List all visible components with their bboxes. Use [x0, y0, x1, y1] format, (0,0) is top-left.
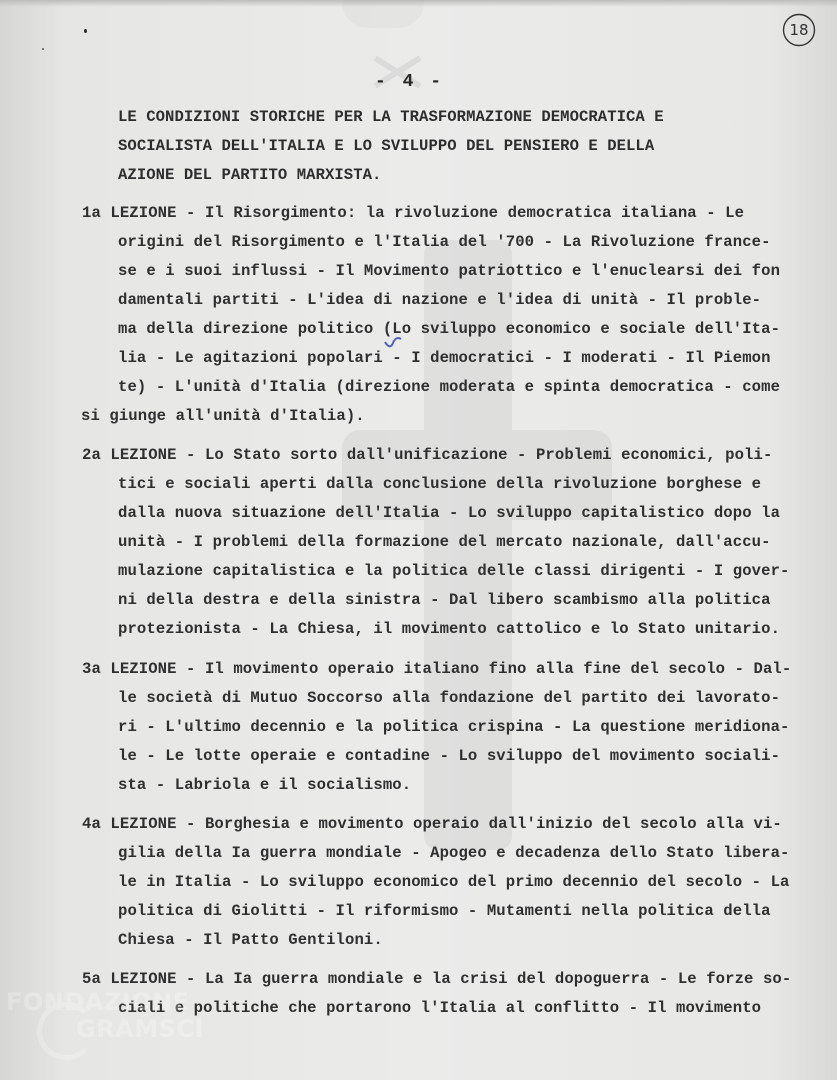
lesson-2-line-3: dalla nuova situazione dell'Italia - Lo sviluppo capitalistico dopo la — [118, 504, 781, 522]
lesson-4-line-4: politica di Giolitti - Il riformismo - Mutamenti nella politica della — [118, 902, 771, 920]
lesson-4-line-1: 4a LEZIONE - Borghesia e movimento operaio dall'inizio del secolo alla vi- — [82, 815, 782, 833]
lesson-4-line-3: le in Italia - Lo sviluppo economico del primo decennio del secolo - La — [118, 873, 790, 891]
lesson-1-line-2: origini del Risorgimento e l'Italia del '700 - La Rivoluzione france- — [118, 233, 771, 251]
watermark-line-1: FONDAZIONE — [6, 988, 190, 1016]
lesson-2-line-6: ni della destra e della sinistra - Dal libero scambismo alla politica — [118, 591, 771, 609]
lesson-2-line-1: 2a LEZIONE - Lo Stato sorto dall'unificazione - Problemi economici, poli- — [82, 446, 773, 464]
lesson-2-line-2: tici e sociali aperti dalla conclusione della rivoluzione borghese e — [118, 475, 762, 493]
blue-pen-mark — [383, 334, 403, 352]
lesson-1-line-5: ma della direzione politico (Lo sviluppo economico e sociale dell'Ita- — [118, 320, 781, 338]
ink-speck — [84, 29, 87, 33]
lesson-4-line-5: Chiesa - Il Patto Gentiloni. — [118, 931, 383, 949]
lesson-2-line-7: protezionista - La Chiesa, il movimento cattolico e lo Stato unitario. — [118, 620, 781, 638]
lesson-1-line-8: si giunge all'unità d'Italia). — [81, 407, 365, 425]
lesson-2-line-5: mulazione capitalistica e la politica delle classi dirigenti - I gover- — [118, 562, 790, 580]
watermark-line-2: GRAMSCI — [76, 1015, 204, 1043]
circled-page-mark — [782, 13, 816, 47]
lesson-2-line-4: unità - I problemi della formazione del mercato nazionale, dall'accu- — [118, 533, 771, 551]
lesson-3-line-2: le società di Mutuo Soccorso alla fondazione del partito dei lavorato- — [118, 689, 781, 707]
lesson-3-line-5: sta - Labriola e il socialismo. — [118, 776, 412, 794]
lesson-1-line-7: te) - L'unità d'Italia (direzione moderata e spinta democratica - come — [118, 378, 781, 396]
lesson-1-line-3: se e i suoi influssi - Il Movimento patriottico e l'enuclearsi dei fon — [118, 262, 781, 280]
lesson-1-line-1: 1a LEZIONE - Il Risorgimento: la rivoluzione democratica italiana - Le — [82, 204, 745, 222]
lesson-1-line-4: damentali partiti - L'idea di nazione e l'idea di unità - Il proble- — [118, 291, 762, 309]
lesson-3-line-3: ri - L'ultimo decennio e la politica crispina - La questione meridiona- — [118, 718, 790, 736]
lesson-4-line-2: gilia della Ia guerra mondiale - Apogeo e decadenza dello Stato libera- — [118, 844, 790, 862]
section-heading: LE CONDIZIONI STORICHE PER LA TRASFORMAZIONE DEMOCRATICA E SOCIALISTA DELL'ITALIA E LO SVILUPPO DEL PENSIERO E DELLA AZIONE DEL PARTITO MARXISTA. — [118, 108, 664, 184]
lesson-3-line-4: le - Le lotte operaie e contadine - Lo sviluppo del movimento sociali- — [118, 747, 781, 765]
lesson-1-line-6: lia - Le agitazioni popolari - I democratici - I moderati - Il Piemon — [118, 349, 771, 367]
lesson-3-line-1: 3a LEZIONE - Il movimento operaio italiano fino alla fine del secolo - Dal- — [82, 660, 792, 678]
lesson-5-line-2: ciali e politiche che portarono l'Italia al conflitto - Il movimento — [118, 999, 762, 1017]
watermark-ring-icon — [37, 1002, 95, 1060]
top-smudge — [342, 0, 424, 28]
circled-page-number: 18 — [789, 21, 809, 39]
page-number: - 4 - — [375, 72, 445, 92]
lesson-5-line-1: 5a LEZIONE - La Ia guerra mondiale e la crisi del dopoguerra - Le forze so- — [82, 970, 792, 988]
ink-speck-small — [42, 48, 44, 50]
